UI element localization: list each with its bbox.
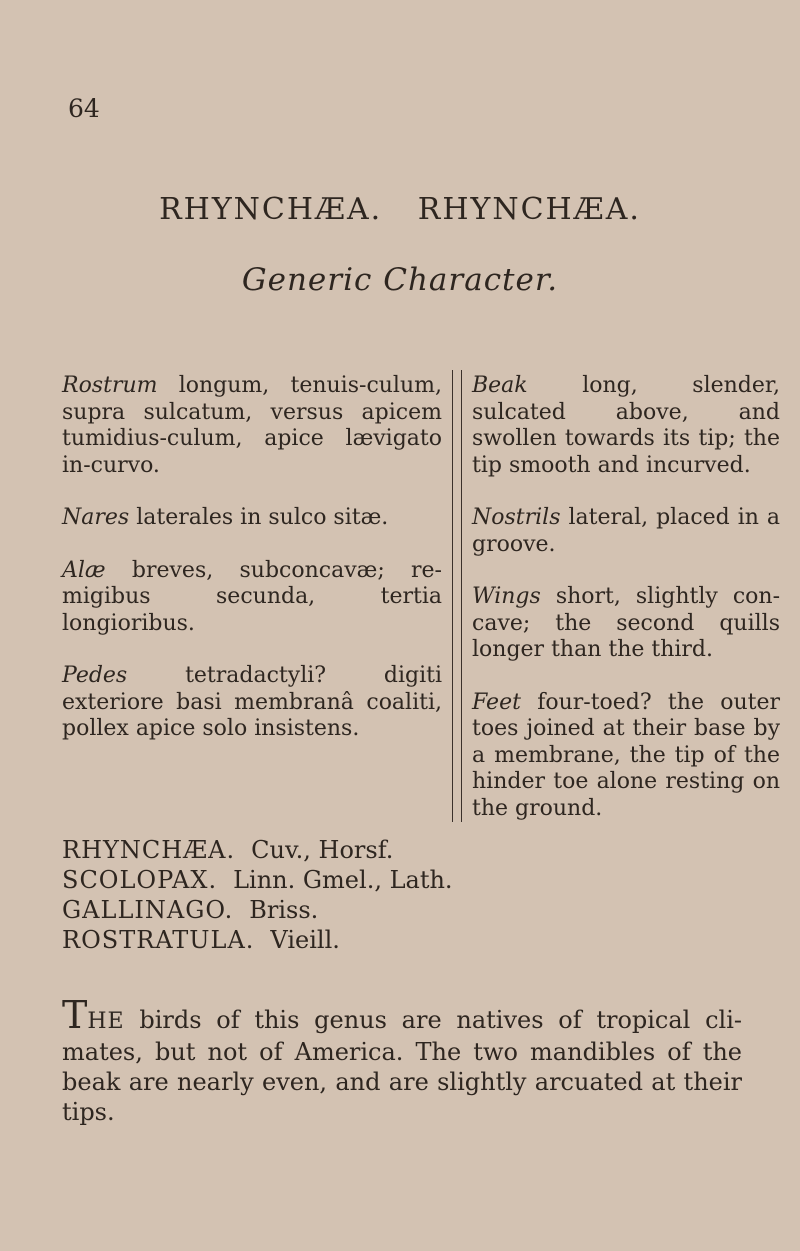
- synonym-genus: SCOLOPAX.: [62, 866, 218, 894]
- latin-entry-wings: [62, 558, 442, 638]
- english-term: Wings: [472, 584, 541, 609]
- synonym-row: [62, 925, 453, 955]
- latin-entry-nostrils: [62, 505, 442, 532]
- synonym-authority: Vieill.: [270, 926, 340, 954]
- intro-paragraph: [62, 993, 742, 1127]
- synonym-authority: Cuv., Horsf.: [251, 836, 394, 864]
- synonym-genus: GALLINAGO.: [62, 896, 234, 924]
- latin-term: Pedes: [62, 663, 128, 688]
- latin-term: Nares: [62, 505, 130, 530]
- intro-text: birds of this genus are natives of tropical cli-mates, but not of America. The two mandibles of the beak are nearly even, and are slightly arcuated at their tips.: [62, 1006, 742, 1126]
- running-head: [0, 192, 800, 227]
- synonym-authority: Linn. Gmel., Lath.: [233, 866, 453, 894]
- english-term: Feet: [472, 689, 521, 715]
- synonym-row: [62, 895, 453, 925]
- latin-text: tetradactyli? digiti exteriore basi membranâ coaliti, pollex apice solo insistens.: [62, 663, 442, 741]
- english-text: lateral, placed in a groove.: [472, 505, 780, 557]
- drop-cap: T: [62, 993, 88, 1037]
- section-title: Generic Character.: [241, 262, 559, 298]
- synonym-row: [62, 865, 453, 895]
- english-entry-wings: [472, 584, 780, 664]
- english-text: short, slightly con-cave; the second quills longer than the third.: [472, 584, 780, 662]
- english-entry-nostrils: [472, 505, 780, 558]
- running-head-left: RHYNCHÆA.: [159, 192, 383, 227]
- column-divider: [452, 370, 462, 822]
- running-head-right: RHYNCHÆA.: [417, 192, 641, 227]
- latin-text: laterales in sulco sitæ.: [129, 505, 389, 530]
- latin-text: breves, subconcavæ; re-migibus secunda, tertia longioribus.: [62, 557, 442, 636]
- synonym-authority: Briss.: [249, 896, 319, 924]
- english-column: [472, 373, 780, 848]
- latin-term: Rostrum: [62, 373, 158, 398]
- synonymy-list: [62, 835, 453, 955]
- latin-text: longum, tenuis-culum, supra sulcatum, versus apicem tumidius-culum, apice lævigato in-curvo.: [62, 373, 442, 478]
- small-caps-lead: HE: [87, 1009, 125, 1034]
- english-entry-feet: [472, 690, 780, 823]
- latin-term: Alæ: [62, 557, 106, 583]
- english-term: Nostrils: [472, 505, 561, 530]
- latin-column: [62, 373, 442, 769]
- english-term: Beak: [472, 373, 528, 398]
- latin-entry-beak: [62, 373, 442, 479]
- latin-entry-feet: [62, 663, 442, 743]
- synonym-genus: RHYNCHÆA.: [62, 836, 236, 864]
- synonym-genus: ROSTRATULA.: [62, 926, 255, 954]
- english-text: long, slender, sulcated above, and swollen towards its tip; the tip smooth and incurved.: [472, 373, 780, 478]
- synonym-row: [62, 835, 453, 865]
- english-text: four-toed? the outer toes joined at their base by a membrane, the tip of the hinder toe alone resting on the ground.: [472, 689, 780, 821]
- english-entry-beak: [472, 373, 780, 479]
- page-number: 64: [68, 94, 100, 123]
